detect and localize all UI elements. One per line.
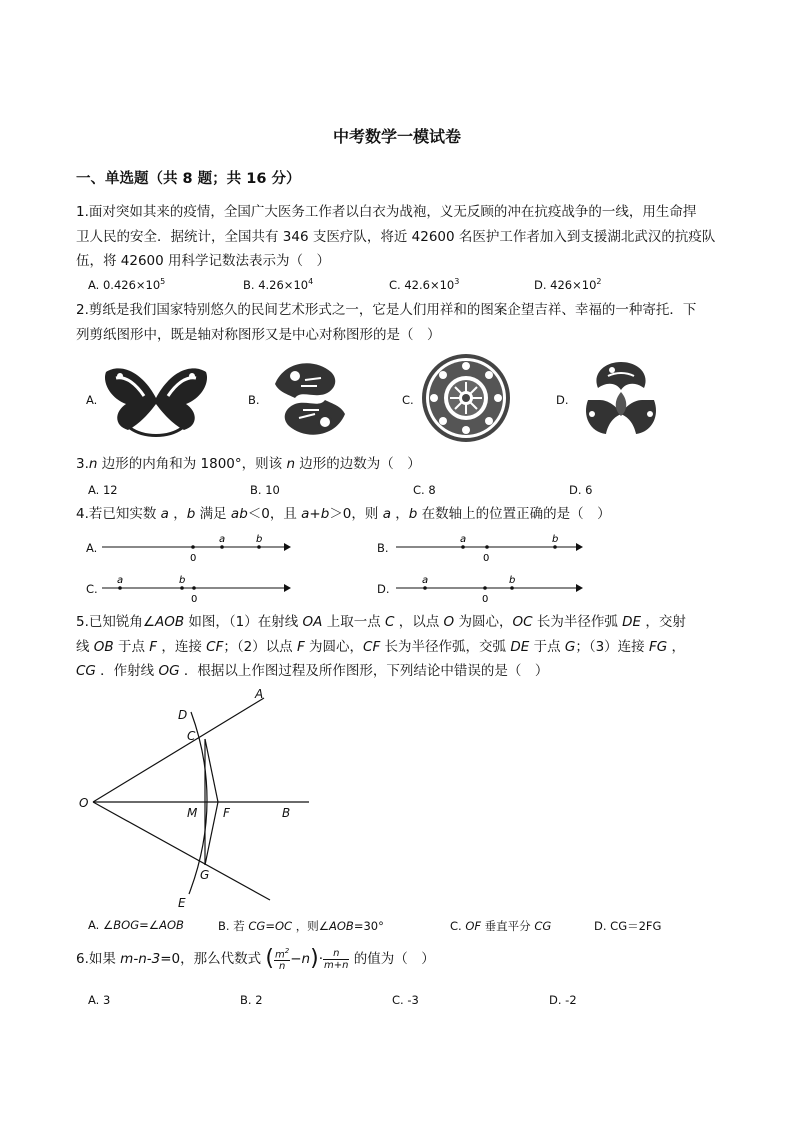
fraction-m2-over-n: $\frac{m^2}{n}$ xyxy=(275,946,290,973)
question-2 xyxy=(76,298,716,347)
q3-option-a: A. 12 xyxy=(88,483,118,497)
zero-label: 0 xyxy=(483,553,490,564)
b-label: b xyxy=(179,575,186,586)
papercut-three-fish-image xyxy=(578,356,664,440)
q1-line: 卫人民的安全．据统计，全国共有 346 支医疗队，将近 42600 名医护工作者加入到支援湖北武汉的抗疫队 xyxy=(76,228,716,245)
question-5 xyxy=(76,610,716,684)
b-label: b xyxy=(509,575,516,586)
point-b-label: B xyxy=(282,806,291,820)
point-a-label: A xyxy=(255,687,264,701)
question-6: 6.如果 m-n-3=0，那么代数式 ( $\frac{m^2}{n}$ −n)· $\frac{n}{m+n}$ 的值为（ ） xyxy=(76,946,435,973)
q3-option-b: B. 10 xyxy=(250,483,280,497)
fraction-n-over-m-plus-n: $\frac{n}{m+n}$ xyxy=(324,947,349,971)
q6-option-d: D. -2 xyxy=(549,993,577,1007)
q3-option-d: D. 6 xyxy=(569,483,593,497)
papercut-fish-butterfly-image xyxy=(100,358,212,438)
q6-option-a: A. 3 xyxy=(88,993,111,1007)
q3-option-c: C. 8 xyxy=(413,483,436,497)
q5-option-b: B. 若 CG=OC ，则∠AOB=30° xyxy=(218,919,384,933)
q1-line: 1.面对突如其来的疫情，全国广大医务工作者以白衣为战袍，义无反顾的冲在抗疫战争的一线，用生命捍 xyxy=(76,204,697,220)
q4-option-a: A. xyxy=(86,541,98,555)
point-e-label: E xyxy=(178,896,186,910)
question-4: 4.若已知实数 a ，b 满足 ab＜0，且 a+b＞0，则 a ，b 在数轴上的位置正确的是（ ） xyxy=(76,506,611,522)
q1-option-a: A. $0.426\times 10^5$ xyxy=(88,277,166,292)
a-label: a xyxy=(422,575,429,586)
page-title: 中考数学一模试卷 xyxy=(332,127,461,146)
q1-option-b: B. $4.26\times 10^4$ xyxy=(243,277,314,292)
number-line-b xyxy=(394,530,586,564)
q2-option-c: C. xyxy=(402,393,414,407)
q4-option-c: C. xyxy=(86,582,98,596)
papercut-mandala-image xyxy=(420,352,512,444)
q2-option-d: D. xyxy=(556,393,569,407)
number-line-c xyxy=(100,571,292,605)
question-3: 3.n 边形的内角和为 1800°，则该 n 边形的边数为（ ） xyxy=(76,456,421,472)
a-label: a xyxy=(219,534,226,545)
q2-line: 列剪纸图形中，既是轴对称图形又是中心对称图形的是（ ） xyxy=(76,326,441,343)
q4-option-b: B. xyxy=(377,541,389,555)
zero-label: 0 xyxy=(191,594,198,605)
zero-label: 0 xyxy=(482,594,489,605)
q5-line-1: 5.已知锐角∠AOB 如图，（1）在射线 OA 上取一点 C ，以点 O 为圆心，OC 长为半径作弧 DE ，交射 xyxy=(76,614,686,630)
q2-option-a: A. xyxy=(86,393,98,407)
angle-construction-figure xyxy=(74,686,324,912)
q6-option-b: B. 2 xyxy=(240,993,263,1007)
point-m-label: M xyxy=(187,806,198,820)
q6-option-c: C. -3 xyxy=(392,993,419,1007)
b-label: b xyxy=(552,534,559,545)
q5-option-c: C. OF 垂直平分 CG xyxy=(450,919,552,933)
section-heading: 一、单选题（共 8 题；共 16 分） xyxy=(76,171,301,187)
q1-option-c: C. $42.6\times 10^3$ xyxy=(389,277,460,292)
zero-label: 0 xyxy=(190,553,197,564)
q5-line-2: 线 OB 于点 F ，连接 CF；（2）以点 F 为圆心，CF 长为半径作弧，交弧 DE 于点 G；（3）连接 FG ， xyxy=(76,638,686,655)
question-1 xyxy=(76,200,716,274)
point-f-label: F xyxy=(223,806,230,820)
point-o-label: O xyxy=(79,796,89,810)
q2-line: 2.剪纸是我们国家特别悠久的民间艺术形式之一，它是人们用祥和的图案企望吉祥、幸福的一种寄托．下 xyxy=(76,302,697,318)
ray-og xyxy=(93,802,270,900)
number-line-a xyxy=(100,530,292,564)
a-label: a xyxy=(117,575,124,586)
q5-line-3: CG ．作射线 OG ．根据以上作图过程及所作图形，下列结论中错误的是（ ） xyxy=(76,663,549,679)
point-d-label: D xyxy=(178,708,188,722)
point-g-label: G xyxy=(200,868,210,882)
q4-option-d: D. xyxy=(377,582,390,596)
papercut-birds-image xyxy=(265,354,355,444)
b-label: b xyxy=(256,534,263,545)
point-c-label: C xyxy=(187,729,196,743)
q5-option-a: A. ∠BOG=∠AOB xyxy=(88,918,184,932)
q2-option-b: B. xyxy=(248,393,260,407)
q1-option-d: D. $426\times 10^2$ xyxy=(534,277,602,292)
q5-option-d: D. CG＝2FG xyxy=(594,919,662,933)
a-label: a xyxy=(460,534,467,545)
q1-line: 伍，将 42600 用科学记数法表示为（ ） xyxy=(76,253,331,269)
number-line-d xyxy=(394,571,586,605)
